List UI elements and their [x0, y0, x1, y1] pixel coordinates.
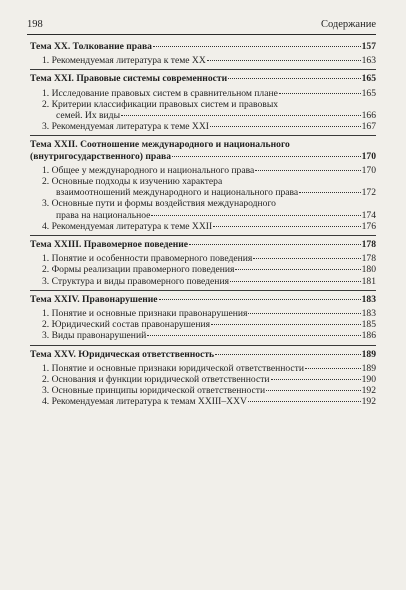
toc-item-page: 178 — [361, 253, 376, 265]
toc-item-page: 186 — [361, 330, 376, 342]
dot-leader — [189, 244, 361, 245]
theme-entry-text: Тема XXIV. Правонарушение — [30, 293, 158, 305]
dot-leader — [153, 46, 361, 47]
toc-item[interactable] — [30, 121, 376, 132]
toc-item-page: 189 — [361, 362, 376, 374]
toc-item-page: 172 — [361, 187, 376, 199]
section-divider — [30, 290, 376, 291]
toc-item[interactable] — [30, 319, 376, 330]
dot-leader — [215, 354, 360, 355]
toc-item-page: 174 — [361, 209, 376, 221]
page-number: 198 — [27, 19, 43, 30]
toc-item-text: права на национальное — [56, 209, 151, 221]
theme-entry-text: Тема XXI. Правовые системы современности — [30, 73, 228, 85]
dot-leader — [253, 258, 360, 259]
dot-leader — [121, 115, 361, 116]
toc-item-page: 176 — [361, 220, 376, 232]
section-divider — [30, 135, 376, 136]
toc-item[interactable] — [30, 55, 376, 66]
running-header — [27, 18, 376, 32]
dot-leader — [211, 324, 361, 325]
toc-item-text: 4. Рекомендуемая литература к теме XXII — [42, 220, 213, 232]
dot-leader — [279, 93, 361, 94]
toc-item-page: 192 — [361, 396, 376, 408]
toc-item-page: 165 — [361, 87, 376, 99]
toc-section — [30, 239, 376, 287]
toc-item-text: 1. Понятие и основные признаки правонарушения — [42, 308, 248, 320]
toc-item-page: 192 — [361, 385, 376, 397]
dot-leader — [248, 313, 360, 314]
theme-entry[interactable] — [30, 294, 376, 305]
section-divider — [30, 69, 376, 70]
toc-section — [30, 41, 376, 66]
toc-item-text: 2. Юридический состав правонарушения — [42, 319, 210, 331]
dot-leader — [299, 192, 360, 193]
dot-leader — [207, 60, 361, 61]
toc-item-line: 2. Критерии классификации правовых систем и правовых — [42, 98, 279, 110]
toc-item-page: 170 — [361, 164, 376, 176]
toc-item-page: 183 — [361, 308, 376, 320]
toc-section — [30, 73, 376, 132]
toc-item[interactable] — [30, 187, 376, 198]
theme-entry-text: Тема XX. Толкование права — [30, 41, 152, 52]
dot-leader — [248, 401, 361, 402]
toc-item-text: взаимоотношений международного и национального права — [56, 187, 299, 199]
theme-title-line: Тема XXII. Соотношение международного и национального — [30, 139, 290, 151]
theme-entry[interactable] — [30, 73, 376, 84]
toc-item[interactable] — [30, 221, 376, 232]
toc-item[interactable] — [30, 396, 376, 407]
toc-item-text: 1. Понятие и основные признаки юридической ответственности — [42, 362, 304, 374]
theme-entry[interactable] — [30, 349, 376, 360]
theme-entry-text: Тема XXV. Юридическая ответственность — [30, 348, 215, 360]
toc-item-page: 163 — [361, 55, 376, 67]
toc-item-page: 166 — [361, 110, 376, 122]
toc-section — [30, 139, 376, 232]
toc-item-line: 3. Основные пути и формы воздействия международного — [42, 198, 276, 210]
section-divider — [30, 235, 376, 236]
running-title: Содержание — [320, 19, 376, 30]
toc-item[interactable] — [30, 276, 376, 287]
dot-leader — [159, 299, 361, 300]
toc-item[interactable] — [30, 330, 376, 341]
toc-item[interactable] — [30, 374, 376, 385]
dot-leader — [271, 379, 361, 380]
dot-leader — [255, 170, 360, 171]
toc-item[interactable] — [30, 88, 376, 99]
toc-item-text: 3. Рекомендуемая литература к теме XXI — [42, 121, 209, 133]
toc-item-text: 3. Виды правонарушений — [42, 330, 147, 342]
theme-entry-page: 157 — [361, 41, 376, 52]
dot-leader — [230, 281, 361, 282]
table-of-contents — [30, 41, 376, 408]
theme-entry[interactable] — [30, 41, 376, 52]
theme-entry-page: 189 — [361, 348, 376, 360]
toc-item-page: 185 — [361, 319, 376, 331]
toc-item[interactable] — [30, 110, 376, 121]
toc-item-text: 1. Исследование правовых систем в сравнительном плане — [42, 87, 278, 99]
toc-item-page: 190 — [361, 374, 376, 386]
toc-item-line: 2. Основные подходы к изучению характера — [42, 176, 223, 188]
toc-item[interactable] — [30, 385, 376, 396]
toc-item-page: 180 — [361, 264, 376, 276]
dot-leader — [266, 390, 361, 391]
theme-entry-page: 170 — [361, 150, 376, 162]
header-rule — [27, 34, 376, 35]
toc-item[interactable] — [30, 210, 376, 221]
toc-item-text: 1. Рекомендуемая литература к теме XX — [42, 55, 206, 67]
toc-item[interactable] — [30, 253, 376, 264]
toc-item-text: 4. Рекомендуемая литература к темам XXIII–XXV — [42, 396, 247, 408]
toc-section — [30, 349, 376, 408]
toc-item-text: 1. Общее у международного и национального права — [42, 164, 255, 176]
dot-leader — [228, 78, 360, 79]
theme-entry-page: 178 — [361, 239, 376, 251]
toc-item-text: 3. Основные принципы юридической ответственности — [42, 385, 266, 397]
toc-item-page: 181 — [361, 275, 376, 287]
theme-entry-text: Тема XXIII. Правомерное поведение — [30, 239, 189, 251]
section-divider — [30, 345, 376, 346]
toc-item-text: 2. Формы реализации правомерного поведения — [42, 264, 235, 276]
toc-item-page: 167 — [361, 121, 376, 133]
toc-item[interactable] — [30, 308, 376, 319]
theme-entry[interactable] — [30, 239, 376, 250]
theme-entry[interactable] — [30, 151, 376, 162]
toc-section — [30, 294, 376, 342]
dot-leader — [213, 226, 360, 227]
dot-leader — [305, 368, 361, 369]
dot-leader — [235, 269, 360, 270]
dot-leader — [151, 215, 360, 216]
toc-item-text: 1. Понятие и особенности правомерного поведения — [42, 253, 253, 265]
dot-leader — [172, 156, 361, 157]
toc-item[interactable] — [30, 264, 376, 275]
dot-leader — [147, 335, 360, 336]
toc-item-text: 3. Структура и виды правомерного поведения — [42, 275, 229, 287]
toc-item[interactable] — [30, 363, 376, 374]
toc-item-text: 2. Основания и функции юридической ответственности — [42, 374, 270, 386]
toc-item[interactable] — [30, 165, 376, 176]
toc-item-text: семей. Их виды — [56, 110, 121, 122]
theme-entry-page: 183 — [361, 293, 376, 305]
theme-entry-text: (внутригосударственного) права — [30, 150, 172, 162]
dot-leader — [210, 126, 361, 127]
theme-entry-page: 165 — [361, 73, 376, 85]
